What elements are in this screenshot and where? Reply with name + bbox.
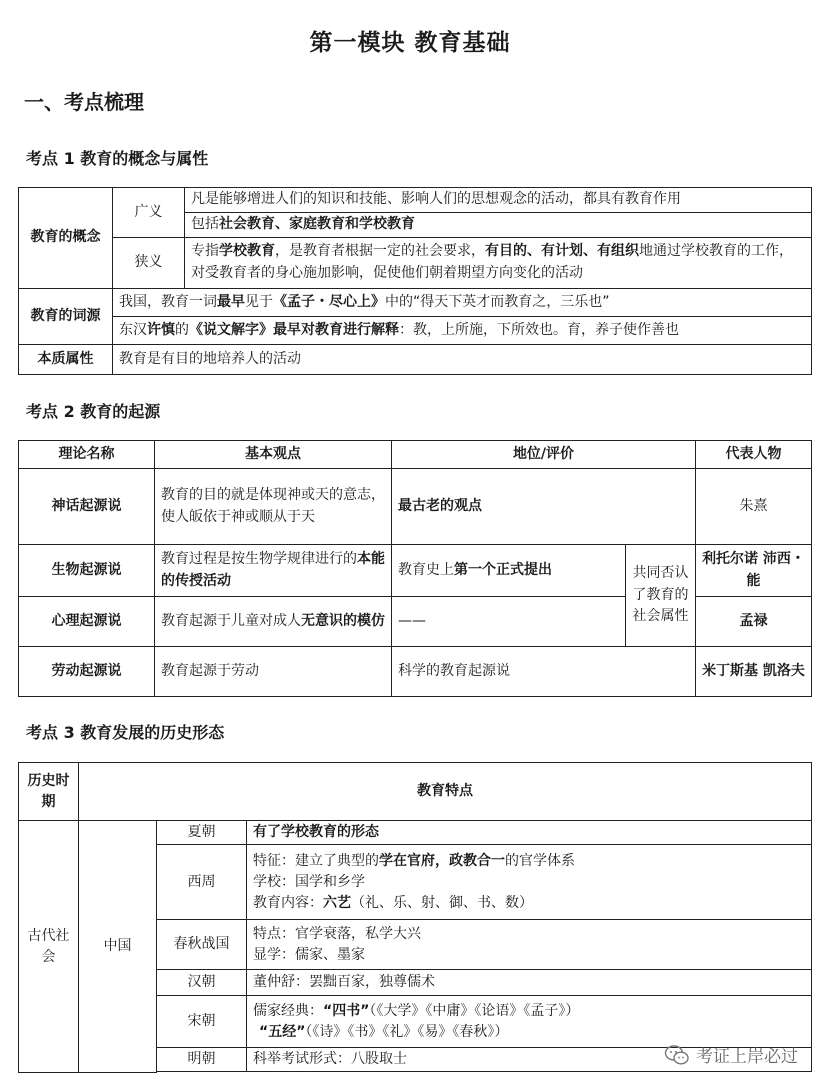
etymology-label: 教育的词源 bbox=[19, 289, 113, 345]
labor-view: 教育起源于劳动 bbox=[155, 647, 392, 697]
kp1-heading: 考点 1 教育的概念与属性 bbox=[26, 149, 209, 168]
myth-name: 神话起源说 bbox=[19, 469, 155, 545]
essence-label: 本质属性 bbox=[19, 345, 113, 375]
ming-feature: 科举考试形式：八股取士 bbox=[247, 1048, 812, 1072]
section-heading: 一、考点梳理 bbox=[24, 90, 144, 114]
psy-person: 孟禄 bbox=[696, 597, 812, 647]
myth-eval: 最古老的观点 bbox=[392, 469, 696, 545]
concept-label: 教育的概念 bbox=[19, 188, 113, 289]
narrow-definition: 专指学校教育，是教育者根据一定的社会要求，有目的、有计划、有组织地通过学校教育的工作，对受教育者的身心施加影响，促使他们朝着期望方向变化的活动 bbox=[185, 238, 812, 289]
psy-eval: —— bbox=[392, 597, 626, 647]
kp3-heading: 考点 3 教育发展的历史形态 bbox=[26, 723, 225, 742]
header-theory: 理论名称 bbox=[19, 441, 155, 469]
feature-header: 教育特点 bbox=[79, 763, 812, 821]
header-person: 代表人物 bbox=[696, 441, 812, 469]
myth-view: 教育的目的就是体现神或天的意志，使人皈依于神或顺从于天 bbox=[155, 469, 392, 545]
broad-label: 广义 bbox=[113, 188, 185, 238]
concept-table bbox=[18, 187, 812, 375]
labor-person: 米丁斯基 凯洛夫 bbox=[696, 647, 812, 697]
labor-eval: 科学的教育起源说 bbox=[392, 647, 696, 697]
etymology-mencius: 我国，教育一词最早见于《孟子・尽心上》中的“得天下英才而教育之，三乐也” bbox=[113, 289, 812, 317]
song-feature: 儒家经典：“四书”（《大学》《中庸》《论语》《孟子》） “五经”（《诗》《书》《礼》《易》《春秋》） bbox=[247, 996, 812, 1048]
han-feature: 董仲舒：罢黜百家，独尊儒术 bbox=[247, 970, 812, 996]
watermark-text: 考证上岸必过 bbox=[696, 1047, 798, 1067]
dynasty-xia: 夏朝 bbox=[157, 821, 247, 845]
common-eval: 共同否认了教育的社会属性 bbox=[626, 545, 696, 647]
psy-view: 教育起源于儿童对成人无意识的模仿 bbox=[155, 597, 392, 647]
myth-person: 朱熹 bbox=[696, 469, 812, 545]
etymology-shuowen: 东汉许慎的《说文解字》最早对教育进行解释：教，上所施，下所效也。育，养子使作善也 bbox=[113, 317, 812, 345]
page-title: 第一模块 教育基础 bbox=[309, 30, 511, 56]
wechat-icon bbox=[664, 1044, 690, 1066]
essence-text: 教育是有目的地培养人的活动 bbox=[113, 345, 812, 375]
period-header: 历史时期 bbox=[19, 763, 79, 821]
history-table bbox=[18, 762, 812, 1073]
psy-name: 心理起源说 bbox=[19, 597, 155, 647]
header-eval: 地位/评价 bbox=[392, 441, 696, 469]
dynasty-chunqiu: 春秋战国 bbox=[157, 920, 247, 970]
ancient-period: 古代社会 bbox=[19, 821, 79, 1073]
china-label: 中国 bbox=[79, 821, 157, 1073]
bio-eval: 教育史上第一个正式提出 bbox=[392, 545, 626, 597]
chunqiu-feature: 特点：官学衰落，私学大兴 显学：儒家、墨家 bbox=[247, 920, 812, 970]
broad-definition: 凡是能够增进人们的知识和技能、影响人们的思想观念的活动，都具有教育作用 bbox=[185, 188, 812, 213]
dynasty-ming: 明朝 bbox=[157, 1048, 247, 1072]
labor-name: 劳动起源说 bbox=[19, 647, 155, 697]
origin-table bbox=[18, 440, 812, 697]
bio-view: 教育过程是按生物学规律进行的本能的传授活动 bbox=[155, 545, 392, 597]
kp2-heading: 考点 2 教育的起源 bbox=[26, 402, 161, 421]
bio-name: 生物起源说 bbox=[19, 545, 155, 597]
narrow-label: 狭义 bbox=[113, 238, 185, 289]
bio-person: 利托尔诺 沛西・能 bbox=[696, 545, 812, 597]
dynasty-han: 汉朝 bbox=[157, 970, 247, 996]
dynasty-song: 宋朝 bbox=[157, 996, 247, 1048]
xia-feature: 有了学校教育的形态 bbox=[247, 821, 812, 845]
broad-scope: 包括社会教育、家庭教育和学校教育 bbox=[185, 213, 812, 238]
dynasty-xizhou: 西周 bbox=[157, 845, 247, 920]
xizhou-feature: 特征：建立了典型的学在官府，政教合一的官学体系 学校：国学和乡学 教育内容：六艺（礼、乐、射、御、书、数） bbox=[247, 845, 812, 920]
header-view: 基本观点 bbox=[155, 441, 392, 469]
watermark bbox=[664, 1042, 798, 1067]
